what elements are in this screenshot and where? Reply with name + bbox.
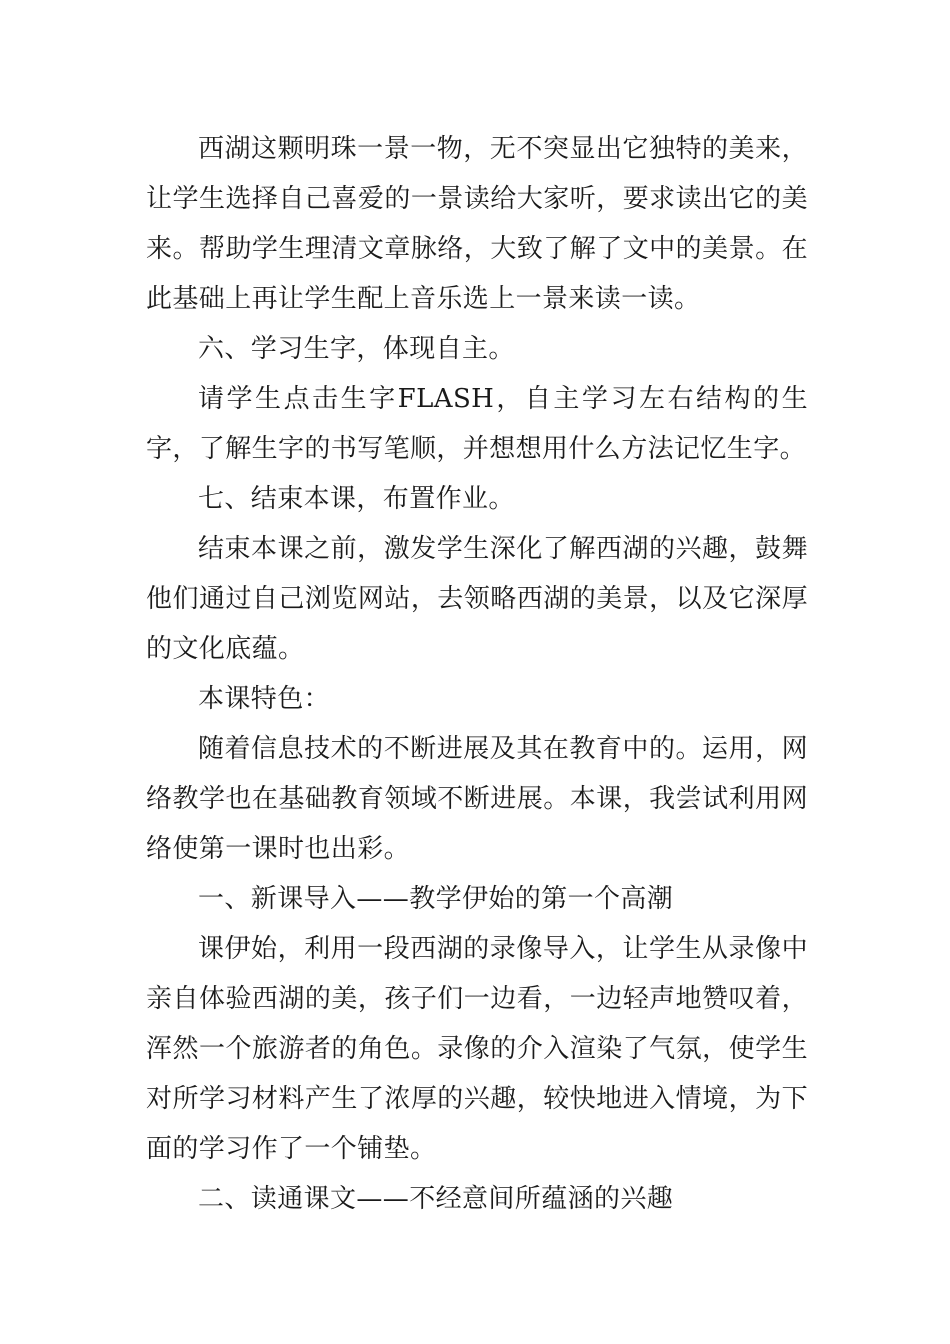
heading-end-lesson: 七、结束本课，布置作业。 <box>198 484 515 514</box>
heading-new-lesson-intro: 一、新课导入——教学伊始的第一个高潮 <box>198 884 674 914</box>
paragraph-network-teaching: 随着信息技术的不断进展及其在教育中的。运用，网络教学也在基础教育领域不断进展。本课，我尝试利用网络使第一课时也出彩。 <box>146 734 808 864</box>
paragraph-homework: 结束本课之前，激发学生深化了解西湖的兴趣，鼓舞他们通过自己浏览网站，去领略西湖的美景，以及它深厚的文化底蕴。 <box>146 534 808 664</box>
paragraph-west-lake-reading: 西湖这颗明珠一景一物，无不突显出它独特的美来，让学生选择自己喜爱的一景读给大家听，要求读出它的美来。帮助学生理清文章脉络，大致了解了文中的美景。在此基础上再让学生配上音乐选上一景来读一读。 <box>146 134 808 314</box>
paragraph-flash-characters: 请学生点击生字FLASH，自主学习左右结构的生字，了解生字的书写笔顺，并想想用什么方法记忆生字。 <box>146 384 808 464</box>
paragraph-video-intro: 课伊始，利用一段西湖的录像导入，让学生从录像中亲自体验西湖的美，孩子们一边看，一边轻声地赞叹着，浑然一个旅游者的角色。录像的介入渲染了气氛，使学生对所学习材料产生了浓厚的兴趣，较快地进入情境，为下面的学习作了一个铺垫。 <box>146 934 808 1164</box>
document-body <box>146 124 808 1224</box>
heading-lesson-features: 本课特色： <box>198 684 331 714</box>
heading-read-text: 二、读通课文——不经意间所蕴涵的兴趣 <box>198 1184 674 1214</box>
heading-learn-characters: 六、学习生字，体现自主。 <box>198 334 515 364</box>
